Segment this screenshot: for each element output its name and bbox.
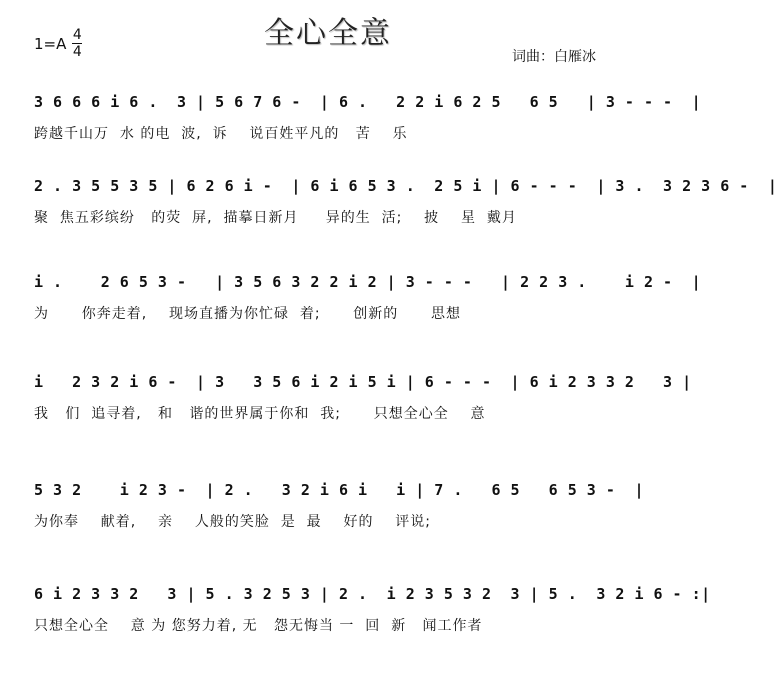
lyrics-line: 聚 焦五彩缤纷 的荧 屏, 描摹日新月 异的生 活; 披 星 戴月 [34, 210, 517, 226]
notation-line: i 2 3 2 i 6 - | 3 3 5 6 i 2 i 5 i | 6 - - - | 6 i 2 3 3 2 3 | [34, 373, 692, 391]
notation-line: 2 . 3 5 5 3 5 | 6 2 6 i - | 6 i 6 5 3 . 2 5 i | 6 - - - | 3 . 3 2 3 6 - | [34, 177, 777, 195]
lyrics-line: 我 们 追寻着, 和 谐的世界属于你和 我; 只想全心全 意 [34, 406, 486, 422]
lyrics-line: 为 你奔走着, 现场直播为你忙碌 着; 创新的 思想 [34, 306, 461, 322]
key-label: 1=A [34, 34, 67, 53]
lyrics-line: 只想全心全 意 为 您努力着, 无 怨无悔当 一 回 新 闻工作者 [34, 618, 483, 634]
time-signature-bottom: 4 [72, 44, 82, 60]
key-signature [34, 28, 82, 59]
credits: 词曲：白雁冰 [512, 49, 596, 65]
notation-line: i . 2 6 5 3 - | 3 5 6 3 2 2 i 2 | 3 - - - | 2 2 3 . i 2 - | [34, 273, 702, 291]
time-signature [72, 28, 82, 59]
notation-line: 6 i 2 3 3 2 3 | 5 . 3 2 5 3 | 2 . i 2 3 5 3 2 3 | 5 . 3 2 i 6 - :| [34, 585, 711, 603]
song-title: 全心全意 [264, 16, 392, 51]
lyrics-line: 为你奉 献着, 亲 人般的笑脸 是 最 好的 评说; [34, 514, 431, 530]
time-signature-top: 4 [72, 27, 82, 43]
notation-line: 3 6 6 6 i 6 . 3 | 5 6 7 6 - | 6 . 2 2 i 6 2 5 6 5 | 3 - - - | [34, 93, 702, 111]
lyrics-line: 跨越千山万 水 的电 波, 诉 说百姓平凡的 苦 乐 [34, 126, 408, 142]
notation-line: 5 3 2 i 2 3 - | 2 . 3 2 i 6 i i | 7 . 6 5 6 5 3 - | [34, 481, 644, 499]
